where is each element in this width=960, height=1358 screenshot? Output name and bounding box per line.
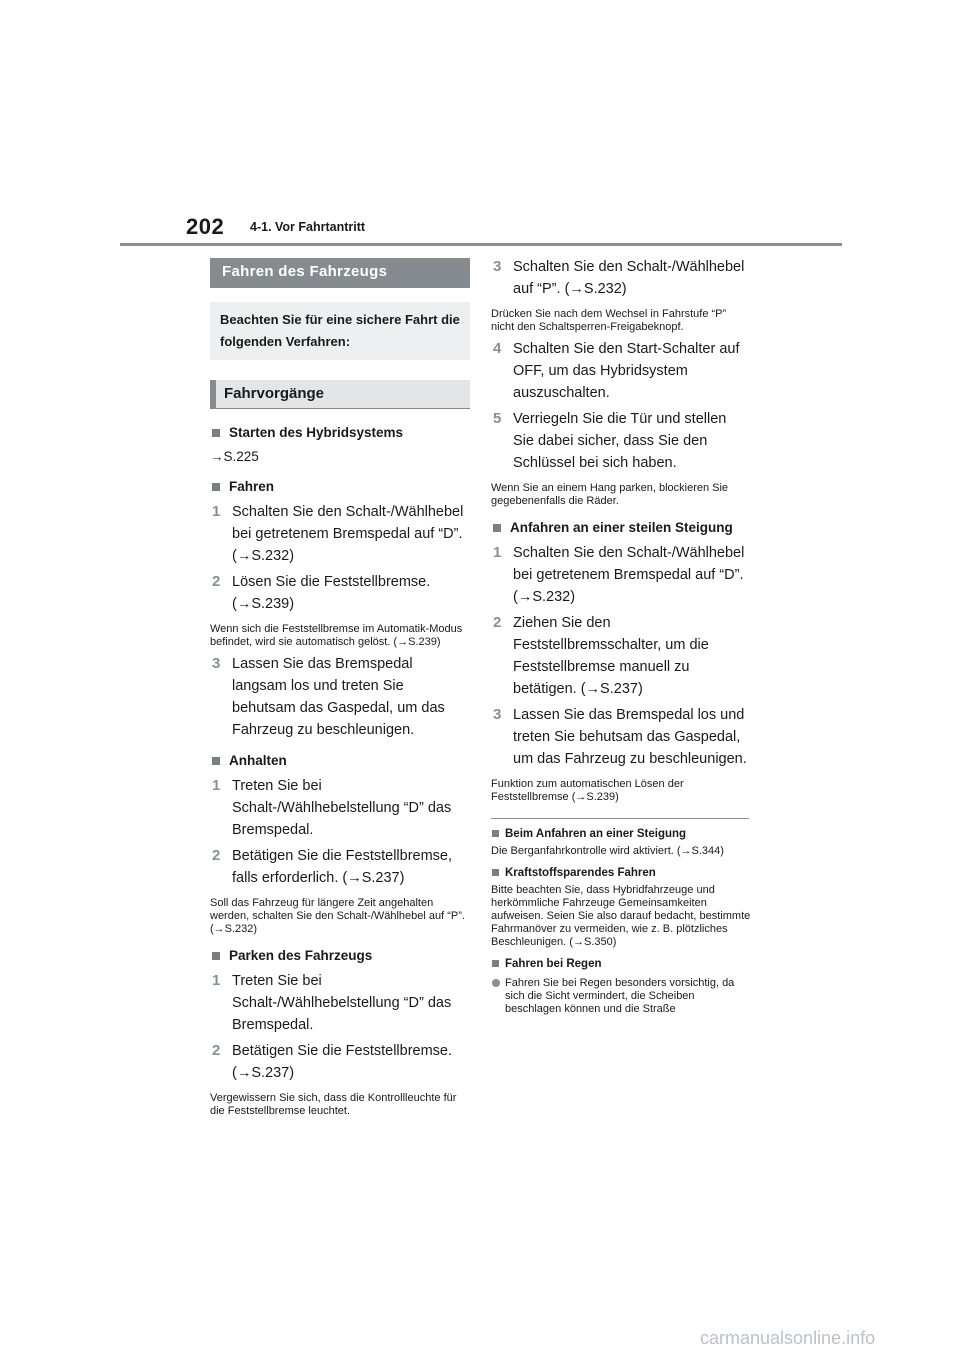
step-slope-3: 3 Lassen Sie das Bremspedal los und treten Sie behutsam das Gaspedal, um das Fahrzeug zu beschleunigen.: [493, 706, 747, 767]
note-slope: Funktion zum automatischen Lösen der Feststellbremse (→S.239): [491, 778, 684, 803]
intro-box: Beachten Sie für eine sichere Fahrt die folgenden Verfahren:: [210, 302, 470, 360]
info-divider: [491, 818, 749, 819]
info-heading-rain: Fahren bei Regen: [491, 957, 751, 971]
right-column: [491, 252, 751, 1016]
note-park: Vergewissern Sie sich, dass die Kontrollleuchte für die Feststellbremse leuchtet.: [210, 1092, 457, 1117]
step-park-5: 5 Verriegeln Sie die Tür und stellen Sie dabei sicher, dass Sie den Schlüssel bei sich haben.: [493, 410, 727, 471]
info-text-eco: Bitte beachten Sie, dass Hybridfahrzeuge und herkömmliche Fahrzeuge Gemeinsamkeiten aufweisen. Seien Sie also darauf bedacht, bestimmte Fahrmanöver zu vermeiden, wie z. B. plötzliches Beschleunigen. (→S.350): [491, 884, 751, 948]
step-slope-2: 2 Ziehen Sie den Feststellbremsschalter, um die Feststellbremse manuell zu betätigen. (→S.237): [493, 614, 709, 697]
step-park-2: 2 Betätigen Sie die Feststellbremse. (→S.237): [212, 1042, 453, 1081]
step-park-1: 1 Treten Sie bei Schalt-/Wählhebelstellung “D” das Bremspedal.: [212, 972, 452, 1033]
heading-stop: Anhalten: [210, 751, 470, 771]
heading-park: Parken des Fahrzeugs: [210, 946, 470, 966]
step-slope-1: 1 Schalten Sie den Schalt-/Wählhebel bei getretenem Bremspedal auf “D”. (→S.232): [493, 544, 745, 605]
note-drive: Wenn sich die Feststellbremse im Automatik-Modus befindet, wird sie automatisch gelöst. (→S.239): [210, 623, 463, 648]
heading-steep-slope: Anfahren an einer steilen Steigung: [491, 518, 751, 538]
step-park-3: 3 Schalten Sie den Schalt-/Wählhebel auf “P”. (→S.232): [493, 258, 745, 297]
note-park-5: Wenn Sie an einem Hang parken, blockieren Sie gegebenenfalls die Räder.: [491, 482, 729, 507]
heading-drive: Fahren: [210, 477, 470, 497]
chapter-title: 4-1. Vor Fahrtantritt: [250, 220, 366, 234]
heading-start-hybrid: Starten des Hybridsystems: [210, 423, 470, 443]
subsection-title: Fahrvorgänge: [210, 380, 470, 409]
info-heading-eco: Kraftstoffsparendes Fahren: [491, 866, 751, 880]
info-text-incline: Die Berganfahrkontrolle wird aktiviert. (→S.344): [491, 845, 724, 857]
section-title: Fahren des Fahrzeugs: [210, 258, 470, 288]
note-park-3: Drücken Sie nach dem Wechsel in Fahrstufe “P” nicht den Schaltsperren-Freigabeknopf.: [491, 308, 727, 333]
info-heading-incline: Beim Anfahren an einer Steigung: [491, 827, 751, 841]
left-column: [210, 258, 470, 1118]
step-drive-2: 2 Lösen Sie die Feststellbremse. (→S.239): [212, 573, 431, 612]
page-number: 202: [186, 214, 225, 239]
ref-start-hybrid: →S.225: [210, 449, 259, 464]
step-drive-3: 3 Lassen Sie das Bremspedal langsam los und treten Sie behutsam das Gaspedal, um das Fahrzeug zu beschleunigen.: [212, 655, 445, 738]
note-stop: Soll das Fahrzeug für längere Zeit angehalten werden, schalten Sie den Schalt-/Wählhebel auf “P”. (→S.232): [210, 897, 465, 935]
step-stop-2: 2 Betätigen Sie die Feststellbremse, falls erforderlich. (→S.237): [212, 847, 453, 886]
step-park-4: 4 Schalten Sie den Start-Schalter auf OFF, um das Hybridsystem auszuschalten.: [493, 340, 740, 401]
watermark: carmanualsonline.info: [700, 1328, 876, 1348]
step-drive-1: 1 Schalten Sie den Schalt-/Wählhebel bei getretenem Bremspedal auf “D”. (→S.232): [212, 503, 464, 564]
step-stop-1: 1 Treten Sie bei Schalt-/Wählhebelstellung “D” das Bremspedal.: [212, 777, 452, 838]
header-rule: [120, 243, 842, 246]
info-bullet-rain: Fahren Sie bei Regen besonders vorsichtig, da sich die Sicht vermindert, die Scheiben beschlagen können und die Straße: [491, 977, 751, 1016]
